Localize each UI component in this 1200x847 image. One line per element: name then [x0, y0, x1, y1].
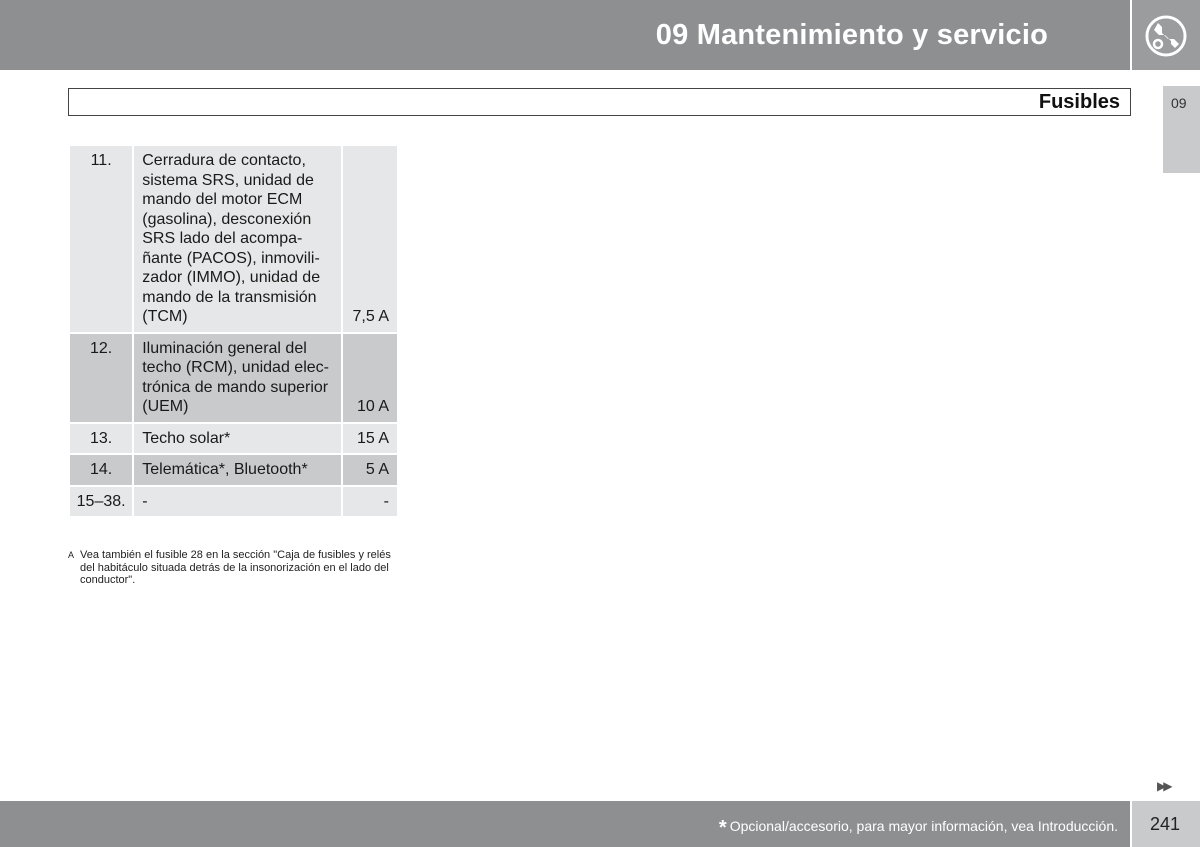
chapter-icon-box — [1132, 0, 1200, 70]
double-arrow-right-icon: ▶▶ — [1157, 779, 1170, 793]
table-row — [69, 454, 398, 486]
asterisk-marker: * — [718, 817, 727, 839]
page-number: 241 — [1150, 814, 1181, 834]
page-number-box — [1132, 801, 1200, 847]
table-row — [69, 145, 398, 333]
fuse-amperage: - — [342, 486, 398, 518]
section-header — [68, 88, 1131, 116]
header-bar — [0, 0, 1130, 70]
fuse-table — [68, 144, 399, 518]
chapter-tab-label: 09 — [1171, 95, 1187, 111]
fuse-amperage: 7,5 A — [342, 145, 398, 333]
table-row — [69, 423, 398, 455]
fuse-number: 14. — [69, 454, 133, 486]
wrench-gear-icon — [1144, 14, 1188, 58]
footer-note — [719, 817, 1118, 840]
fuse-amperage: 5 A — [342, 454, 398, 486]
table-row — [69, 486, 398, 518]
footer-note-text: Opcional/accesorio, para mayor información, vea Introducción. — [729, 818, 1118, 834]
fuse-number: 15–38. — [69, 486, 133, 518]
fuse-number: 12. — [69, 333, 133, 423]
footnote-text: Vea también el fusible 28 en la sección "Caja de fusibles y relés del habitáculo situada detrás de la insonorización en el lado del conductor". — [80, 549, 391, 586]
fuse-description: Cerradura de contacto, sistema SRS, unidad de mando del motor ECM (gasolina), desconexión SRS lado del acompa-ñante (PACOS), inmovili-zador (IMMO), unidad de mando de la transmisión (TCM) — [133, 145, 341, 333]
chapter-title: 09 Mantenimiento y servicio — [655, 19, 1048, 51]
chapter-tab — [1163, 86, 1200, 173]
table-row — [69, 333, 398, 423]
fuse-amperage: 15 A — [342, 423, 398, 455]
fuse-amperage: 10 A — [342, 333, 398, 423]
footnote-marker: A — [68, 550, 75, 560]
fuse-description: Iluminación general del techo (RCM), unidad elec-trónica de mando superior (UEM) — [133, 333, 341, 423]
section-title: Fusibles — [1038, 91, 1120, 113]
fuse-number: 11. — [69, 145, 133, 333]
table-footnote — [68, 549, 403, 587]
fuse-description: Techo solar* — [133, 423, 341, 455]
fuse-number: 13. — [69, 423, 133, 455]
fuse-description: Telemática*, Bluetooth* — [133, 454, 341, 486]
footer-bar — [0, 801, 1130, 847]
fuse-description: - — [133, 486, 341, 518]
